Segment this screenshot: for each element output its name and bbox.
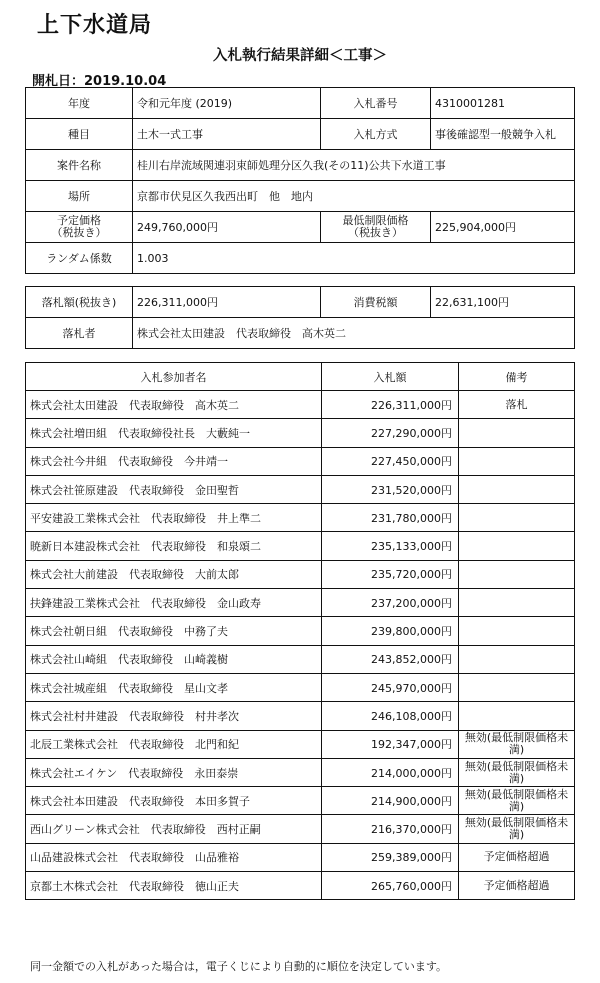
bid-amount: 216,370,000円 (322, 815, 459, 843)
table-row (26, 815, 575, 843)
bidder-name: 株式会社村井建設 代表取締役 村井孝次 (26, 702, 322, 730)
bid-info-table (25, 87, 575, 274)
bidder-name: 西山グリーン株式会社 代表取締役 西村正嗣 (26, 815, 322, 843)
table-row (26, 730, 575, 758)
bidder-name: 株式会社朝日組 代表取締役 中務了夫 (26, 617, 322, 645)
consumption-tax-value: 22,631,100円 (431, 287, 575, 318)
bid-remarks: 予定価格超過 (459, 872, 575, 900)
bidder-name: 株式会社笹原建設 代表取締役 金田聖哲 (26, 475, 322, 503)
planned-price-value: 249,760,000円 (133, 212, 321, 243)
bid-amount-header: 入札額 (322, 363, 459, 391)
location-value: 京都市伏見区久我西出町 他 地内 (133, 181, 575, 212)
bid-remarks: 無効(最低制限価格未満) (459, 815, 575, 843)
bid-amount: 237,200,000円 (322, 589, 459, 617)
bid-amount: 231,520,000円 (322, 475, 459, 503)
bidder-name: 株式会社大前建設 代表取締役 大前太郎 (26, 560, 322, 588)
table-row (26, 447, 575, 475)
winner-label: 落札者 (26, 318, 133, 349)
bid-amount: 214,900,000円 (322, 787, 459, 815)
bidder-name: 株式会社エイケン 代表取締役 永田泰崇 (26, 758, 322, 786)
award-amount-value: 226,311,000円 (133, 287, 321, 318)
random-coefficient-label: ランダム係数 (26, 243, 133, 274)
bid-number-value: 4310001281 (431, 88, 575, 119)
bid-method-value: 事後確認型一般競争入札 (431, 119, 575, 150)
bid-number-label: 入札番号 (321, 88, 431, 119)
table-row (26, 702, 575, 730)
random-coefficient-value: 1.003 (133, 243, 575, 274)
bidder-name: 京都土木株式会社 代表取締役 徳山正夫 (26, 872, 322, 900)
bid-amount: 259,389,000円 (322, 843, 459, 871)
bid-remarks (459, 645, 575, 673)
bid-remarks (459, 702, 575, 730)
table-row (26, 532, 575, 560)
bid-amount: 192,347,000円 (322, 730, 459, 758)
bid-amount: 227,290,000円 (322, 419, 459, 447)
bid-amount: 235,720,000円 (322, 560, 459, 588)
location-label: 場所 (26, 181, 133, 212)
bid-remarks (459, 475, 575, 503)
bid-remarks: 落札 (459, 391, 575, 419)
bid-remarks (459, 560, 575, 588)
category-value: 土木一式工事 (133, 119, 321, 150)
bidder-name: 株式会社城産組 代表取締役 星山文孝 (26, 673, 322, 701)
planned-price-label-line1: 予定価格 (57, 214, 101, 227)
bidder-name: 株式会社増田組 代表取締役社長 大藪純一 (26, 419, 322, 447)
year-label: 年度 (26, 88, 133, 119)
bid-remarks (459, 532, 575, 560)
bidder-name: 扶鋒建設工業株式会社 代表取締役 金山政寿 (26, 589, 322, 617)
bid-method-label: 入札方式 (321, 119, 431, 150)
bid-remarks (459, 673, 575, 701)
award-table (25, 286, 575, 349)
bid-remarks: 無効(最低制限価格未満) (459, 730, 575, 758)
remarks-header: 備考 (459, 363, 575, 391)
table-row (26, 560, 575, 588)
bidder-name: 株式会社今井組 代表取締役 今井靖一 (26, 447, 322, 475)
bid-amount: 214,000,000円 (322, 758, 459, 786)
table-row (26, 787, 575, 815)
bid-remarks (459, 617, 575, 645)
bidder-name: 平安建設工業株式会社 代表取締役 井上準二 (26, 504, 322, 532)
bid-amount: 239,800,000円 (322, 617, 459, 645)
bid-amount: 235,133,000円 (322, 532, 459, 560)
bid-remarks (459, 419, 575, 447)
bid-amount: 243,852,000円 (322, 645, 459, 673)
document-title: 入札執行結果詳細＜工事＞ (213, 48, 387, 64)
bidder-name: 株式会社太田建設 代表取締役 高木英二 (26, 391, 322, 419)
bid-amount: 227,450,000円 (322, 447, 459, 475)
project-name-value: 桂川右岸流域関連羽束師処理分区久我(その11)公共下水道工事 (133, 150, 575, 181)
project-name-label: 案件名称 (26, 150, 133, 181)
bidder-name: 株式会社山崎組 代表取締役 山崎義樹 (26, 645, 322, 673)
bid-amount: 231,780,000円 (322, 504, 459, 532)
bid-remarks (459, 447, 575, 475)
bid-remarks (459, 504, 575, 532)
bid-remarks: 予定価格超過 (459, 843, 575, 871)
minimum-price-label (321, 212, 431, 243)
bid-amount: 245,970,000円 (322, 673, 459, 701)
table-row (26, 872, 575, 900)
table-row (26, 504, 575, 532)
year-value: 令和元年度 (2019) (133, 88, 321, 119)
consumption-tax-label: 消費税額 (321, 287, 431, 318)
planned-price-label (26, 212, 133, 243)
bid-amount: 246,108,000円 (322, 702, 459, 730)
bid-remarks: 無効(最低制限価格未満) (459, 758, 575, 786)
planned-price-label-line2: （税抜き） (51, 226, 107, 239)
bidder-name: 暁新日本建設株式会社 代表取締役 和泉頌二 (26, 532, 322, 560)
table-row (26, 843, 575, 871)
table-row (26, 758, 575, 786)
table-row (26, 589, 575, 617)
bid-remarks: 無効(最低制限価格未満) (459, 787, 575, 815)
bid-amount: 265,760,000円 (322, 872, 459, 900)
bidders-table (25, 362, 575, 900)
table-row (26, 391, 575, 419)
bid-remarks (459, 589, 575, 617)
table-row (26, 645, 575, 673)
minimum-price-label-line1: 最低制限価格 (342, 214, 409, 227)
bidder-name: 北辰工業株式会社 代表取締役 北門和紀 (26, 730, 322, 758)
table-row (26, 617, 575, 645)
award-amount-label: 落札額(税抜き) (26, 287, 133, 318)
table-row (26, 419, 575, 447)
bidder-name: 山品建設株式会社 代表取締役 山品雅裕 (26, 843, 322, 871)
table-row (26, 673, 575, 701)
category-label: 種目 (26, 119, 133, 150)
minimum-price-label-line2: （税抜き） (348, 226, 403, 239)
footer-note: 同一金額での入札があった場合は，電子くじにより自動的に順位を決定しています。 (30, 960, 448, 973)
bid-amount: 226,311,000円 (322, 391, 459, 419)
winner-value: 株式会社太田建設 代表取締役 高木英二 (133, 318, 575, 349)
opening-date: 開札日：2019.10.04 (32, 74, 167, 89)
bidder-name: 株式会社本田建設 代表取締役 本田多賀子 (26, 787, 322, 815)
organization-title: 上下水道局 (37, 13, 153, 38)
table-row (26, 475, 575, 503)
bidder-name-header: 入札参加者名 (26, 363, 322, 391)
minimum-price-value: 225,904,000円 (431, 212, 575, 243)
